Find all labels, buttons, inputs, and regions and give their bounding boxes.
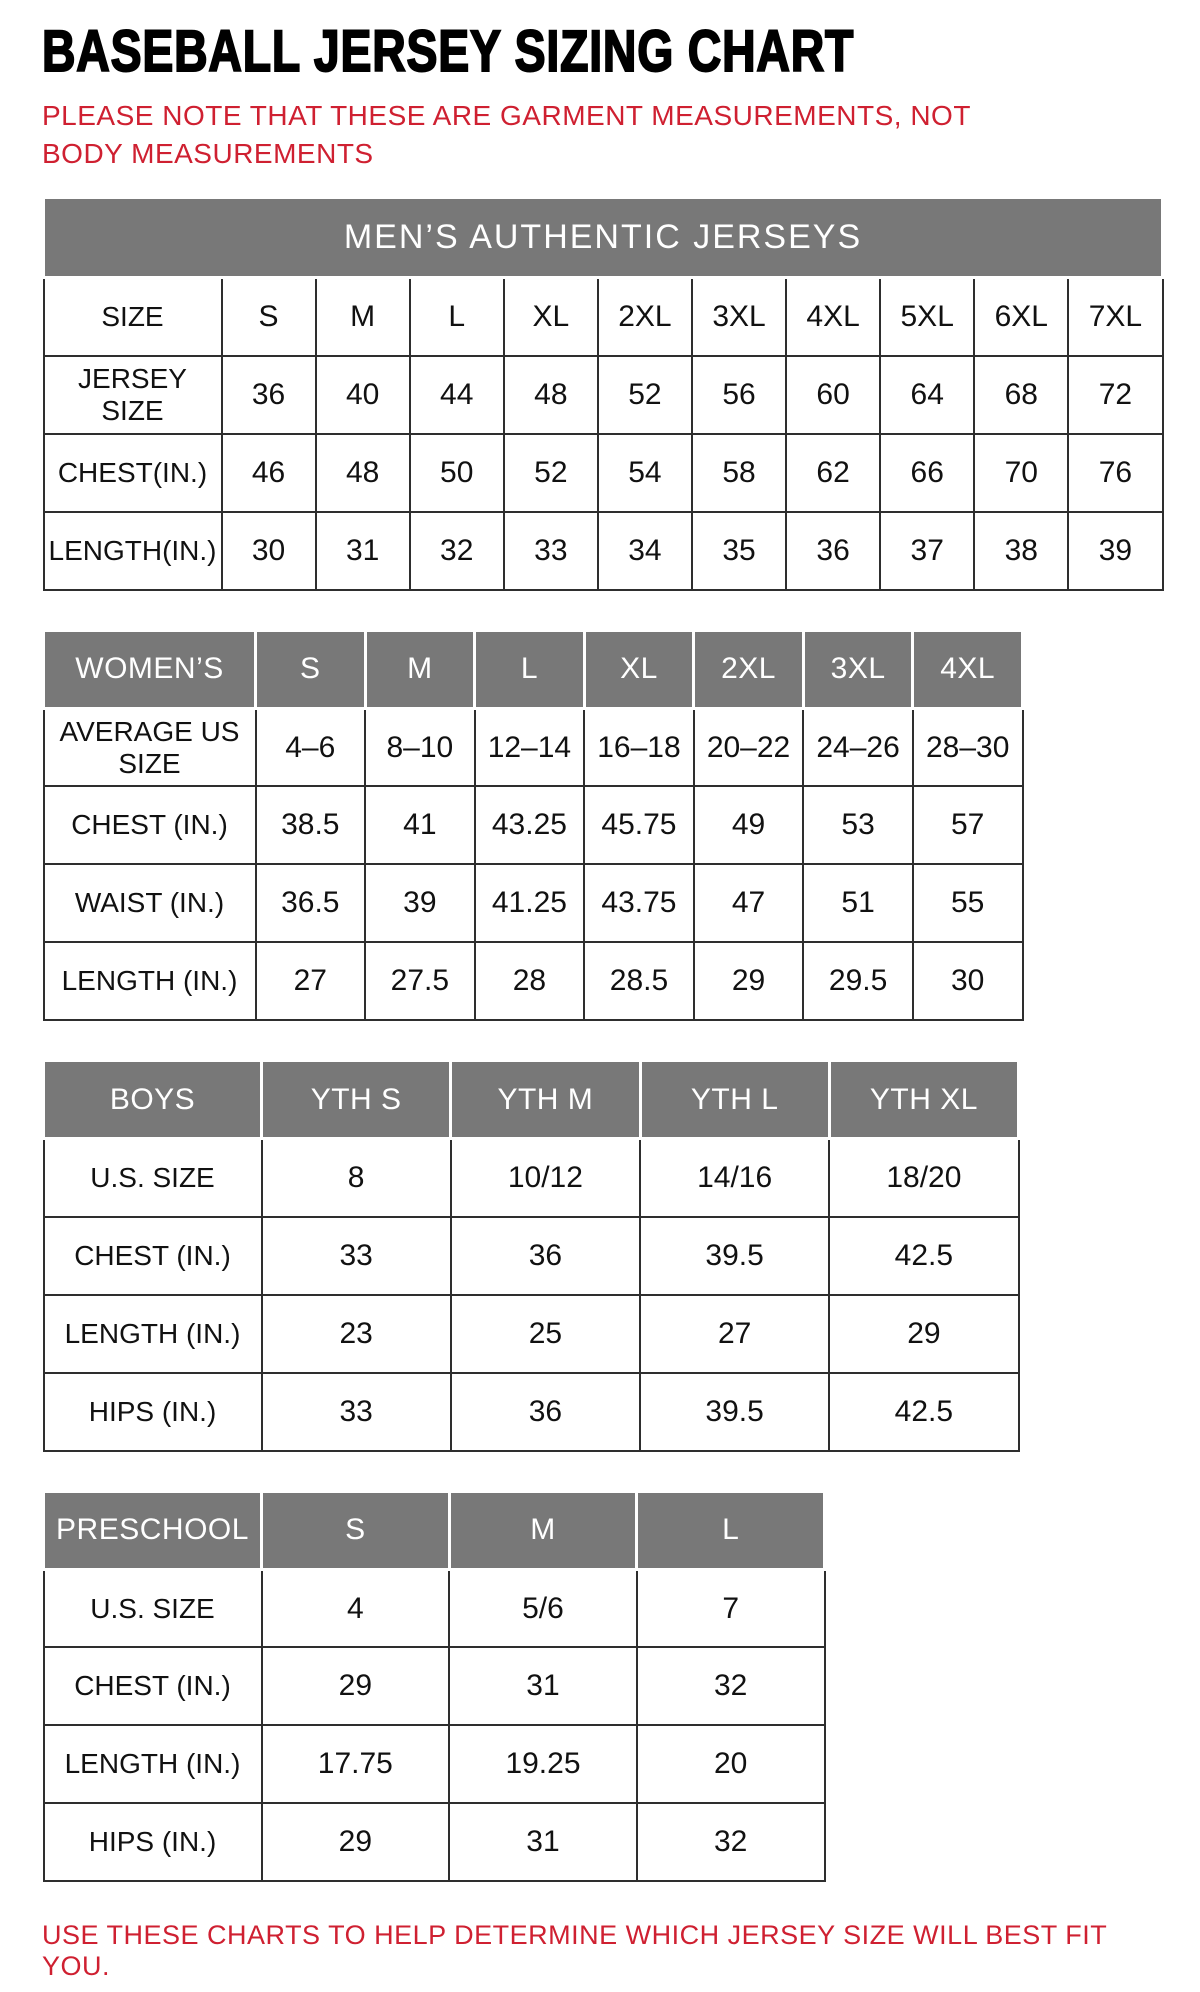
size-cell: 47 <box>694 864 804 942</box>
size-cell: 39.5 <box>640 1373 829 1451</box>
size-cell: 24–26 <box>803 708 913 786</box>
womens-column-header: 4XL <box>913 630 1023 708</box>
preschool-sizing-table <box>42 1490 826 1883</box>
row-label: CHEST (IN.) <box>44 786 256 864</box>
column-header-row <box>44 1491 825 1569</box>
size-cell: 31 <box>316 512 410 590</box>
mens-table-title: MEN’S AUTHENTIC JERSEYS <box>44 198 1163 278</box>
size-cell: 43.75 <box>584 864 694 942</box>
womens-column-header: M <box>365 630 475 708</box>
table-row <box>44 1725 825 1803</box>
size-cell: 36 <box>786 512 880 590</box>
table-row <box>44 1295 1019 1373</box>
size-cell: 70 <box>974 434 1068 512</box>
size-cell: 4–6 <box>256 708 366 786</box>
boys-head-label: BOYS <box>44 1061 262 1139</box>
size-cell: 33 <box>262 1373 451 1451</box>
size-cell: 30 <box>222 512 316 590</box>
size-cell: 29 <box>262 1647 450 1725</box>
size-cell: 49 <box>694 786 804 864</box>
womens-sizing-table <box>42 629 1024 1022</box>
preschool-head-label: PRESCHOOL <box>44 1491 262 1569</box>
mens-column-header: 5XL <box>880 278 974 356</box>
row-label: CHEST(IN.) <box>44 434 222 512</box>
row-label: LENGTH(IN.) <box>44 512 222 590</box>
size-cell: 27.5 <box>365 942 475 1020</box>
size-cell: 39 <box>1068 512 1162 590</box>
row-label: HIPS (IN.) <box>44 1373 262 1451</box>
size-cell: 5/6 <box>449 1569 637 1647</box>
boys-column-header: YTH L <box>640 1061 829 1139</box>
size-cell: 17.75 <box>262 1725 450 1803</box>
size-cell: 29 <box>694 942 804 1020</box>
size-cell: 38.5 <box>256 786 366 864</box>
boys-sizing-table <box>42 1059 1020 1452</box>
size-cell: 29.5 <box>803 942 913 1020</box>
size-cell: 38 <box>974 512 1068 590</box>
size-cell: 39 <box>365 864 475 942</box>
size-cell: 20–22 <box>694 708 804 786</box>
mens-column-header: 4XL <box>786 278 880 356</box>
size-cell: 34 <box>598 512 692 590</box>
row-label: JERSEY SIZE <box>44 356 222 434</box>
womens-head-label: WOMEN’S <box>44 630 256 708</box>
table-row <box>44 512 1163 590</box>
row-label: HIPS (IN.) <box>44 1803 262 1881</box>
table-row <box>44 1647 825 1725</box>
size-cell: 52 <box>504 434 598 512</box>
size-cell: 39.5 <box>640 1217 829 1295</box>
size-cell: 44 <box>410 356 504 434</box>
table-row <box>44 1139 1019 1217</box>
row-label: U.S. SIZE <box>44 1139 262 1217</box>
size-cell: 27 <box>256 942 366 1020</box>
size-cell: 32 <box>637 1647 825 1725</box>
row-label: U.S. SIZE <box>44 1569 262 1647</box>
size-cell: 20 <box>637 1725 825 1803</box>
size-cell: 51 <box>803 864 913 942</box>
size-cell: 8 <box>262 1139 451 1217</box>
row-label: CHEST (IN.) <box>44 1217 262 1295</box>
size-cell: 43.25 <box>475 786 585 864</box>
size-cell: 36 <box>451 1217 640 1295</box>
size-cell: 32 <box>410 512 504 590</box>
table-title-row <box>44 198 1163 278</box>
footer-note: USE THESE CHARTS TO HELP DETERMINE WHICH JERSEY SIZE WILL BEST FIT YOU. <box>42 1920 1107 1982</box>
size-cell: 72 <box>1068 356 1162 434</box>
womens-column-header: L <box>475 630 585 708</box>
size-cell: 10/12 <box>451 1139 640 1217</box>
size-cell: 58 <box>692 434 786 512</box>
table-row <box>44 942 1023 1020</box>
table-row <box>44 1803 825 1881</box>
boys-column-header: YTH S <box>262 1061 451 1139</box>
size-cell: 36 <box>222 356 316 434</box>
size-cell: 56 <box>692 356 786 434</box>
size-cell: 23 <box>262 1295 451 1373</box>
mens-column-header: S <box>222 278 316 356</box>
womens-column-header: 3XL <box>803 630 913 708</box>
size-cell: 66 <box>880 434 974 512</box>
size-cell: 30 <box>913 942 1023 1020</box>
size-cell: 46 <box>222 434 316 512</box>
row-label: CHEST (IN.) <box>44 1647 262 1725</box>
size-cell: 41 <box>365 786 475 864</box>
row-label: WAIST (IN.) <box>44 864 256 942</box>
size-cell: 40 <box>316 356 410 434</box>
size-cell: 64 <box>880 356 974 434</box>
size-cell: 62 <box>786 434 880 512</box>
size-cell: 48 <box>504 356 598 434</box>
column-header-row <box>44 278 1163 356</box>
size-cell: 36 <box>451 1373 640 1451</box>
size-cell: 14/16 <box>640 1139 829 1217</box>
table-row <box>44 434 1163 512</box>
preschool-column-header: L <box>637 1491 825 1569</box>
boys-column-header: YTH XL <box>829 1061 1018 1139</box>
mens-head-label: SIZE <box>44 278 222 356</box>
womens-column-header: XL <box>584 630 694 708</box>
size-cell: 8–10 <box>365 708 475 786</box>
size-cell: 18/20 <box>829 1139 1018 1217</box>
size-cell: 16–18 <box>584 708 694 786</box>
size-cell: 28.5 <box>584 942 694 1020</box>
size-cell: 28–30 <box>913 708 1023 786</box>
size-cell: 4 <box>262 1569 450 1647</box>
size-cell: 12–14 <box>475 708 585 786</box>
size-cell: 45.75 <box>584 786 694 864</box>
size-cell: 33 <box>504 512 598 590</box>
size-cell: 41.25 <box>475 864 585 942</box>
mens-column-header: 6XL <box>974 278 1068 356</box>
column-header-row <box>44 1061 1019 1139</box>
row-label: LENGTH (IN.) <box>44 942 256 1020</box>
table-row <box>44 1217 1019 1295</box>
size-cell: 29 <box>262 1803 450 1881</box>
size-cell: 31 <box>449 1647 637 1725</box>
size-cell: 36.5 <box>256 864 366 942</box>
size-cell: 48 <box>316 434 410 512</box>
page-title: BASEBALL JERSEY SIZING CHART <box>42 19 855 84</box>
size-cell: 54 <box>598 434 692 512</box>
size-cell: 19.25 <box>449 1725 637 1803</box>
size-cell: 31 <box>449 1803 637 1881</box>
size-cell: 7 <box>637 1569 825 1647</box>
preschool-column-header: S <box>262 1491 450 1569</box>
size-cell: 42.5 <box>829 1217 1018 1295</box>
size-cell: 37 <box>880 512 974 590</box>
mens-sizing-table <box>42 196 1164 591</box>
size-cell: 29 <box>829 1295 1018 1373</box>
table-row <box>44 356 1163 434</box>
womens-column-header: S <box>256 630 366 708</box>
size-cell: 28 <box>475 942 585 1020</box>
mens-column-header: 3XL <box>692 278 786 356</box>
size-cell: 53 <box>803 786 913 864</box>
measurements-note: PLEASE NOTE THAT THESE ARE GARMENT MEASUREMENTS, NOT BODY MEASUREMENTS <box>42 99 971 169</box>
mens-column-header: 2XL <box>598 278 692 356</box>
size-cell: 55 <box>913 864 1023 942</box>
size-cell: 27 <box>640 1295 829 1373</box>
table-row <box>44 1569 825 1647</box>
table-row <box>44 708 1023 786</box>
size-cell: 68 <box>974 356 1068 434</box>
size-cell: 25 <box>451 1295 640 1373</box>
size-cell: 32 <box>637 1803 825 1881</box>
preschool-column-header: M <box>449 1491 637 1569</box>
womens-column-header: 2XL <box>694 630 804 708</box>
column-header-row <box>44 630 1023 708</box>
mens-column-header: L <box>410 278 504 356</box>
size-cell: 57 <box>913 786 1023 864</box>
size-cell: 35 <box>692 512 786 590</box>
mens-column-header: M <box>316 278 410 356</box>
size-cell: 50 <box>410 434 504 512</box>
row-label: AVERAGE US SIZE <box>44 708 256 786</box>
mens-column-header: 7XL <box>1068 278 1162 356</box>
row-label: LENGTH (IN.) <box>44 1295 262 1373</box>
size-cell: 33 <box>262 1217 451 1295</box>
size-cell: 76 <box>1068 434 1162 512</box>
boys-column-header: YTH M <box>451 1061 640 1139</box>
size-cell: 52 <box>598 356 692 434</box>
size-cell: 60 <box>786 356 880 434</box>
table-row <box>44 1373 1019 1451</box>
row-label: LENGTH (IN.) <box>44 1725 262 1803</box>
mens-column-header: XL <box>504 278 598 356</box>
table-row <box>44 786 1023 864</box>
table-row <box>44 864 1023 942</box>
size-cell: 42.5 <box>829 1373 1018 1451</box>
